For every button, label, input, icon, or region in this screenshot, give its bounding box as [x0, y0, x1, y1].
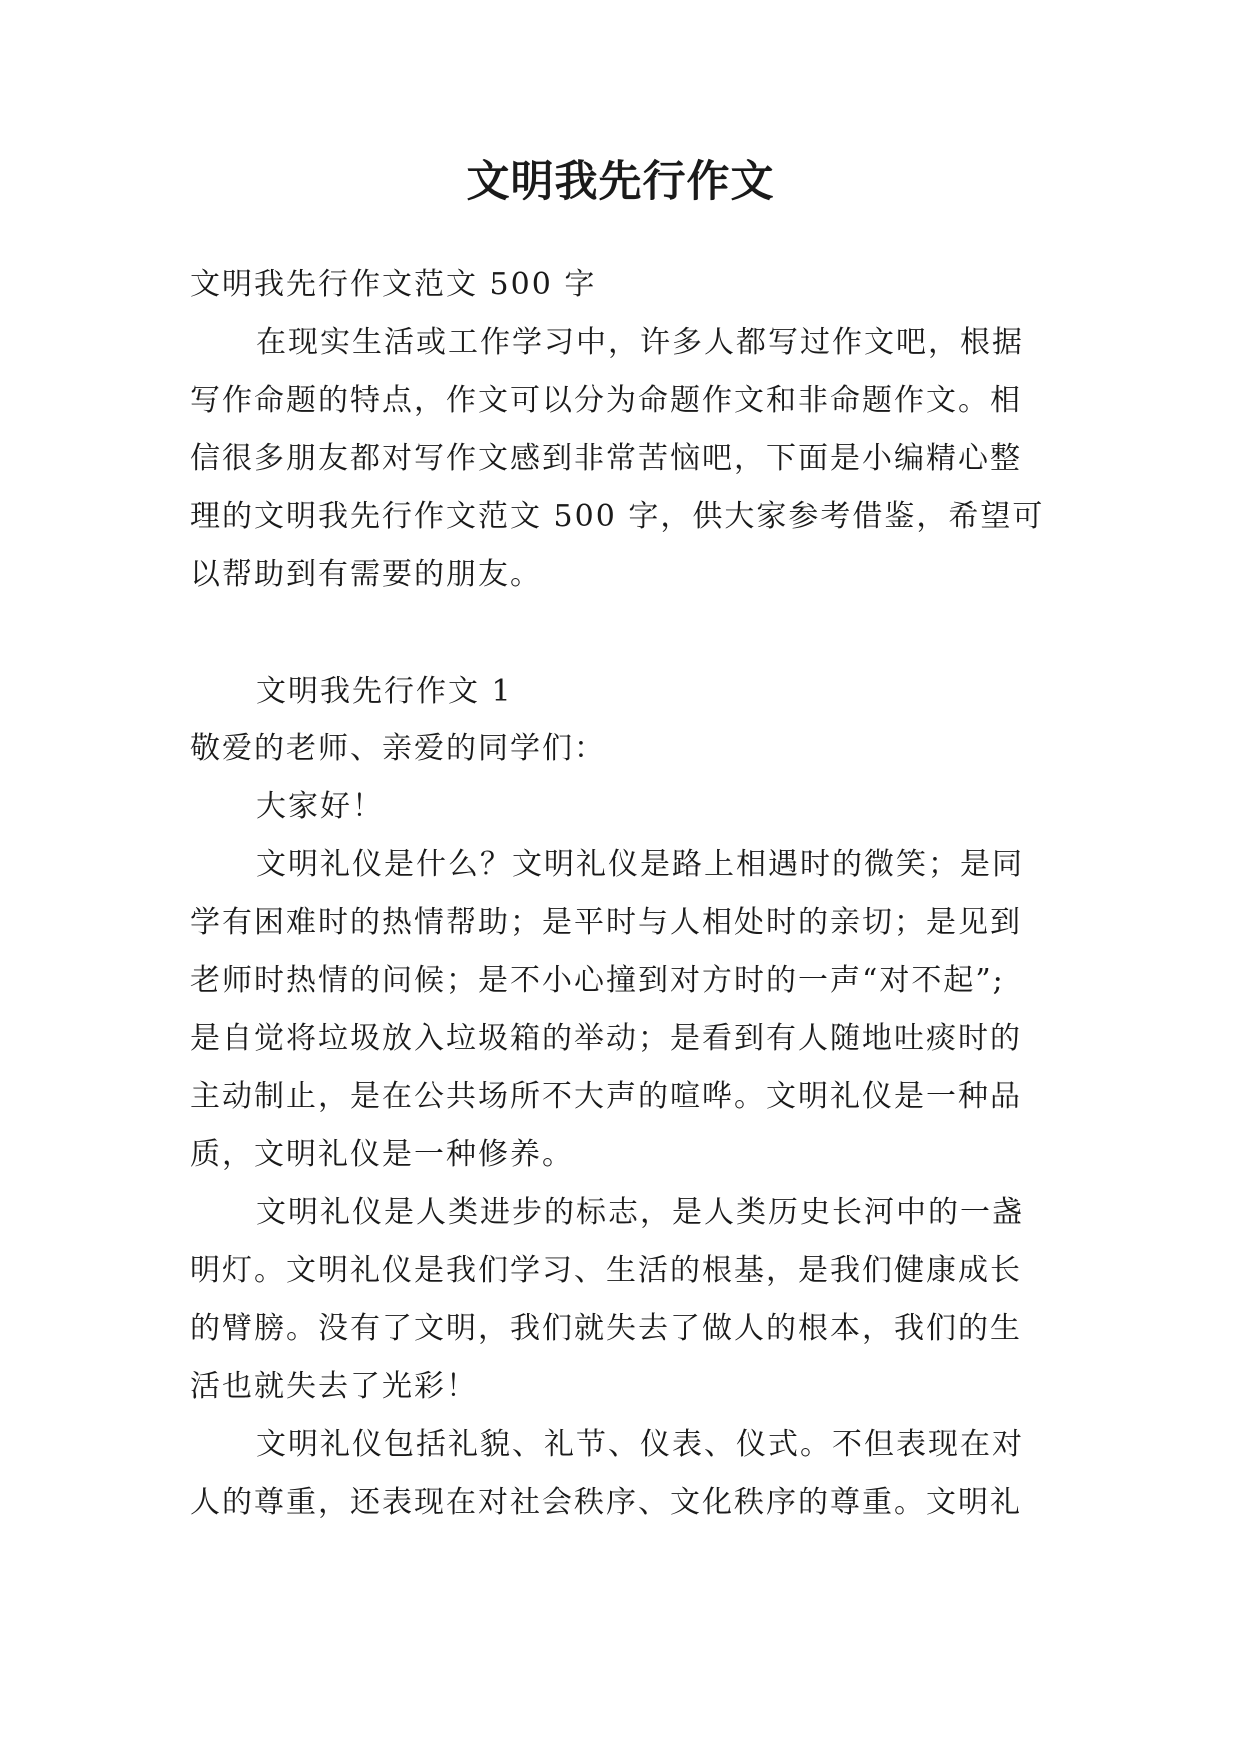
paragraph-line: 信很多朋友都对写作文感到非常苦恼吧，下面是小编精心整 [190, 441, 1022, 476]
paragraph-line: 以帮助到有需要的朋友。 [190, 557, 542, 592]
salutation-line: 敬爱的老师、亲爱的同学们： [190, 731, 606, 766]
paragraph-line: 的臂膀。没有了文明，我们就失去了做人的根本，我们的生 [190, 1311, 1022, 1346]
section-heading: 文明我先行作文 1 [256, 674, 513, 709]
paragraph-line: 质，文明礼仪是一种修养。 [190, 1137, 574, 1172]
paragraph-line: 在现实生活或工作学习中，许多人都写过作文吧，根据 [256, 325, 1024, 360]
subtitle-line: 文明我先行作文范文 500 字 [190, 267, 597, 302]
paragraph-line: 文明礼仪是什么？文明礼仪是路上相遇时的微笑；是同 [256, 847, 1024, 882]
paragraph-line: 文明礼仪包括礼貌、礼节、仪表、仪式。不但表现在对 [256, 1427, 1024, 1462]
paragraph-line: 人的尊重，还表现在对社会秩序、文化秩序的尊重。文明礼 [190, 1485, 1022, 1520]
paragraph-line: 活也就失去了光彩！ [190, 1369, 478, 1404]
paragraph-line: 明灯。文明礼仪是我们学习、生活的根基，是我们健康成长 [190, 1253, 1022, 1288]
paragraph-line: 是自觉将垃圾放入垃圾箱的举动；是看到有人随地吐痰时的 [190, 1021, 1022, 1056]
paragraph-line: 学有困难时的热情帮助；是平时与人相处时的亲切；是见到 [190, 905, 1022, 940]
paragraph-line: 文明礼仪是人类进步的标志，是人类历史长河中的一盏 [256, 1195, 1024, 1230]
greeting-line: 大家好！ [256, 789, 384, 824]
paragraph-line: 理的文明我先行作文范文 500 字，供大家参考借鉴，希望可 [190, 499, 1045, 534]
paragraph-line: 老师时热情的问候；是不小心撞到对方时的一声“对不起”; [190, 963, 1005, 998]
document-title: 文明我先行作文 [466, 157, 775, 207]
paragraph-line: 写作命题的特点，作文可以分为命题作文和非命题作文。相 [190, 383, 1022, 418]
paragraph-line: 主动制止，是在公共场所不大声的喧哗。文明礼仪是一种品 [190, 1079, 1022, 1114]
